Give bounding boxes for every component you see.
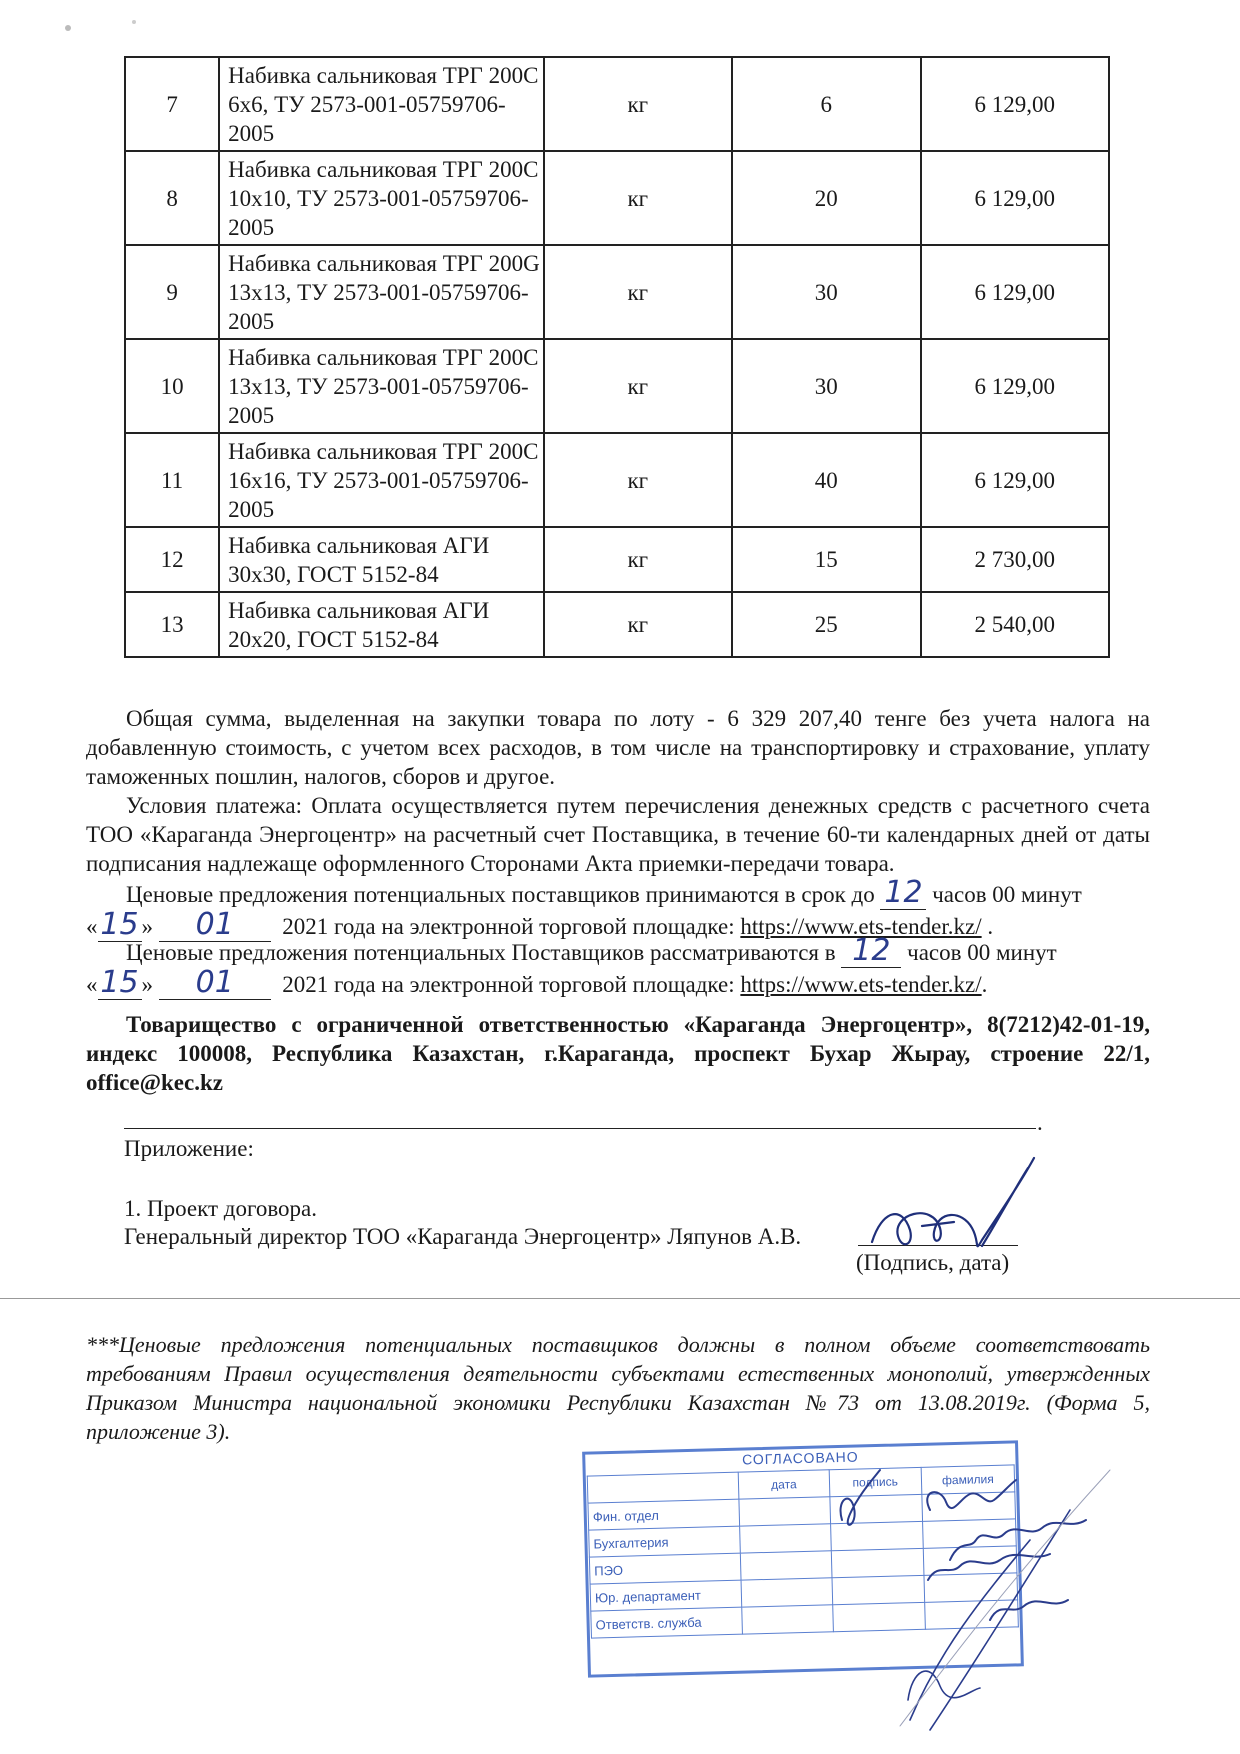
stamp-row-label: ПЭО xyxy=(589,1553,741,1584)
cell-qty: 30 xyxy=(732,245,921,339)
cell-price: 6 129,00 xyxy=(921,339,1109,433)
page-break-line xyxy=(0,1298,1240,1299)
cell-name: Набивка сальниковая ТРГ 200G 13x13, ТУ 2573-001-05759706-2005 xyxy=(219,245,543,339)
accept-deadline-paragraph: Ценовые предложения потенциальных поставщиков принимаются в срок до 12 часов 00 минут «15 » 01 2021 года на электронной торговой площадке: https://www.ets-tender.kz/ . xyxy=(86,875,1082,942)
accept-day-field: 15 xyxy=(98,910,142,942)
cell-unit: кг xyxy=(544,151,732,245)
cell-name: Набивка сальниковая ТРГ 200С 10х10, ТУ 2573-001-05759706-2005 xyxy=(219,151,543,245)
table-row xyxy=(125,527,1109,592)
cell-unit: кг xyxy=(544,245,732,339)
cell-qty: 40 xyxy=(732,433,921,527)
cell-qty: 25 xyxy=(732,592,921,657)
cell-num: 13 xyxy=(125,592,219,657)
cell-name: Набивка сальниковая АГИ 30х30, ГОСТ 5152-84 xyxy=(219,527,543,592)
cell-name: Набивка сальниковая ТРГ 200С 16x16, ТУ 2573-001-05759706-2005 xyxy=(219,433,543,527)
cell-name: Набивка сальниковая ТРГ 200С 6х6, ТУ 2573-001-05759706-2005 xyxy=(219,57,543,151)
cell-price: 2 730,00 xyxy=(921,527,1109,592)
total-paragraph: Общая сумма, выделенная на закупки товара по лоту - 6 329 207,40 тенге без учета налога на добавленную стоимость, с учетом всех расходов, в том числе на транспортировку и страхование, уплату таможенных пошлин, налогов, сборов и другое. xyxy=(86,706,1150,789)
cell-price: 2 540,00 xyxy=(921,592,1109,657)
cell-num: 9 xyxy=(125,245,219,339)
table-row xyxy=(125,433,1109,527)
stamp-col-name: фамилия xyxy=(921,1465,1015,1494)
cell-qty: 20 xyxy=(732,151,921,245)
director-signature xyxy=(862,1150,1042,1260)
stamp-col-sign: подпись xyxy=(829,1467,922,1496)
items-table xyxy=(124,56,1110,658)
approval-stamp xyxy=(582,1440,1024,1677)
cell-qty: 15 xyxy=(732,527,921,592)
cell-num: 10 xyxy=(125,339,219,433)
table-row xyxy=(125,57,1109,151)
stamp-row-label: Бухгалтерия xyxy=(589,1526,741,1557)
cell-num: 8 xyxy=(125,151,219,245)
director-line: Генеральный директор ТОО «Караганда Энергоцентр» Ляпунов А.В. xyxy=(124,1224,802,1249)
cell-price: 6 129,00 xyxy=(921,151,1109,245)
table-row xyxy=(125,592,1109,657)
review-hour-field: 12 xyxy=(841,936,901,968)
appendix-label: Приложение: xyxy=(124,1136,254,1161)
review-deadline-paragraph: Ценовые предложения потенциальных Поставщиков рассматриваются в 12 часов 00 минут «15 » 01 2021 года на электронной торговой площадке: https://www.ets-tender.kz/. xyxy=(86,933,1057,1000)
cell-unit: кг xyxy=(544,527,732,592)
separator-line xyxy=(124,1128,1036,1129)
company-details: Товарищество с ограниченной ответственностью «Караганда Энергоцентр», 8(7212)42-01-19, индекс 100008, Республика Казахстан, г.Караганда, проспект Бухар Жырау, строение 22/1, office@kec.kz xyxy=(86,1012,1150,1095)
stamp-title: СОГЛАСОВАНО xyxy=(741,1448,859,1468)
payment-paragraph: Условия платежа: Оплата осуществляется путем перечисления денежных средств с расчетного счета ТОО «Караганда Энергоцентр» на расчетный счет Поставщика, в течение 60-ти календарных дней от даты подписания надлежаще оформленного Сторонами Акта приемки-передачи товара. xyxy=(86,793,1150,876)
accept-month-field: 01 xyxy=(159,910,271,942)
cell-unit: кг xyxy=(544,57,732,151)
cell-num: 7 xyxy=(125,57,219,151)
review-month-field: 01 xyxy=(159,968,271,1000)
review-url-link[interactable]: https://www.ets-tender.kz/ xyxy=(740,972,982,997)
accept-hour-field: 12 xyxy=(880,878,926,910)
stamp-row-label: Фин. отдел xyxy=(588,1499,740,1530)
cell-price: 6 129,00 xyxy=(921,245,1109,339)
signature-caption: (Подпись, дата) xyxy=(856,1250,1010,1275)
appendix-item-1: 1. Проект договора. xyxy=(124,1196,317,1221)
cell-price: 6 129,00 xyxy=(921,433,1109,527)
footnote: ***Ценовые предложения потенциальных поставщиков должны в полном объеме соответствовать требованиям Правил осуществления деятельности субъектами естественных монополий, утвержденных Приказом Министра национальной экономики Республики Казахстан №73 от 13.08.2019г. (Форма 5, приложение 3). xyxy=(86,1332,1150,1444)
separator-dot: . xyxy=(1037,1110,1043,1135)
cell-qty: 30 xyxy=(732,339,921,433)
cell-num: 12 xyxy=(125,527,219,592)
stamp-col-date: дата xyxy=(738,1470,829,1499)
cell-name: Набивка сальниковая АГИ 20х20, ГОСТ 5152-84 xyxy=(219,592,543,657)
review-day-field: 15 xyxy=(98,968,142,1000)
cell-unit: кг xyxy=(544,339,732,433)
cell-qty: 6 xyxy=(732,57,921,151)
cell-unit: кг xyxy=(544,433,732,527)
cell-name: Набивка сальниковая ТРГ 200С 13x13, ТУ 2573-001-05759706-2005 xyxy=(219,339,543,433)
stamp-row-label: Юр. департамент xyxy=(590,1580,742,1611)
cell-price: 6 129,00 xyxy=(921,57,1109,151)
table-row xyxy=(125,339,1109,433)
accept-url-link[interactable]: https://www.ets-tender.kz/ xyxy=(740,914,982,939)
table-row xyxy=(125,151,1109,245)
cell-num: 11 xyxy=(125,433,219,527)
stamp-row-label: Ответств. служба xyxy=(591,1607,743,1638)
scan-specks xyxy=(62,18,152,38)
signature-line xyxy=(858,1245,1018,1246)
cell-unit: кг xyxy=(544,592,732,657)
table-row xyxy=(125,245,1109,339)
